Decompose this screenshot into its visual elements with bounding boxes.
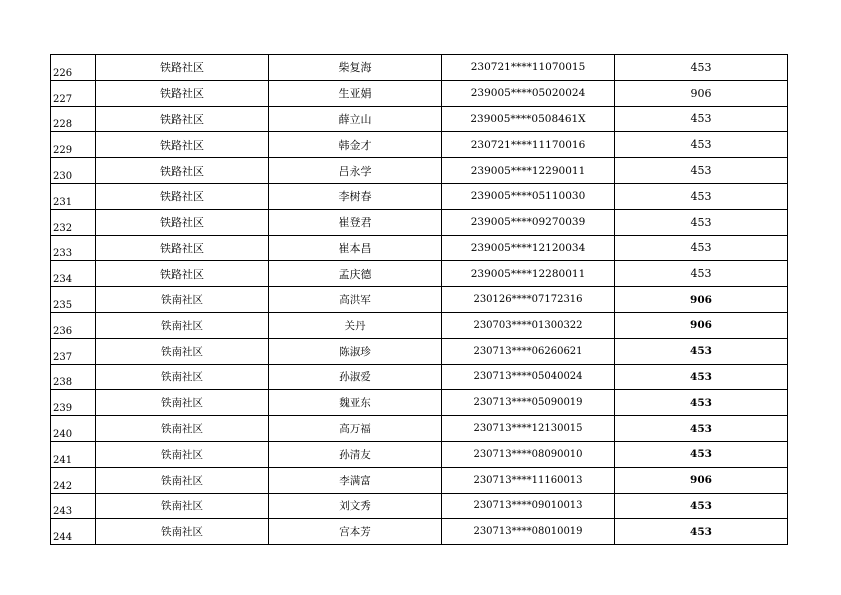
community-cell: 铁南社区 [96,441,269,467]
table-row [51,519,788,545]
name-cell: 韩金才 [269,132,442,158]
id-number-cell: 230713****08090010 [442,441,615,467]
amount-cell: 453 [615,338,788,364]
id-number-cell: 239005****09270039 [442,209,615,235]
table-row [51,287,788,313]
row-number-cell: 228 [51,106,96,132]
row-number-cell: 243 [51,493,96,519]
row-number-cell: 240 [51,416,96,442]
community-cell: 铁南社区 [96,493,269,519]
table-body [51,55,788,545]
community-cell: 铁南社区 [96,364,269,390]
name-cell: 孙清友 [269,441,442,467]
row-number-cell: 230 [51,158,96,184]
name-cell: 关丹 [269,312,442,338]
name-cell: 薛立山 [269,106,442,132]
table-row [51,209,788,235]
table-row [51,493,788,519]
name-cell: 刘文秀 [269,493,442,519]
id-number-cell: 239005****05020024 [442,80,615,106]
id-number-cell: 239005****12280011 [442,261,615,287]
id-number-cell: 230721****11070015 [442,55,615,81]
community-cell: 铁南社区 [96,519,269,545]
row-number-cell: 231 [51,183,96,209]
table-row [51,158,788,184]
name-cell: 魏亚东 [269,390,442,416]
row-number-cell: 229 [51,132,96,158]
id-number-cell: 239005****05110030 [442,183,615,209]
row-number-cell: 226 [51,55,96,81]
name-cell: 生亚娟 [269,80,442,106]
id-number-cell: 230713****11160013 [442,467,615,493]
name-cell: 孟庆德 [269,261,442,287]
table-row [51,467,788,493]
name-cell: 高万福 [269,416,442,442]
name-cell: 崔登君 [269,209,442,235]
amount-cell: 453 [615,519,788,545]
id-number-cell: 230713****06260621 [442,338,615,364]
amount-cell: 453 [615,493,788,519]
row-number-cell: 234 [51,261,96,287]
community-cell: 铁南社区 [96,390,269,416]
community-cell: 铁南社区 [96,338,269,364]
amount-cell: 453 [615,261,788,287]
row-number-cell: 233 [51,235,96,261]
amount-cell: 906 [615,467,788,493]
table-row [51,261,788,287]
id-number-cell: 230713****08010019 [442,519,615,545]
table-row [51,132,788,158]
id-number-cell: 230713****05090019 [442,390,615,416]
data-table [50,54,788,545]
id-number-cell: 230713****05040024 [442,364,615,390]
community-cell: 铁路社区 [96,235,269,261]
name-cell: 柴复海 [269,55,442,81]
table-row [51,183,788,209]
row-number-cell: 236 [51,312,96,338]
amount-cell: 453 [615,416,788,442]
id-number-cell: 230713****12130015 [442,416,615,442]
name-cell: 崔本昌 [269,235,442,261]
row-number-cell: 235 [51,287,96,313]
row-number-cell: 227 [51,80,96,106]
table-row [51,55,788,81]
id-number-cell: 239005****12290011 [442,158,615,184]
name-cell: 李满富 [269,467,442,493]
row-number-cell: 244 [51,519,96,545]
table-row [51,235,788,261]
amount-cell: 906 [615,80,788,106]
table-row [51,441,788,467]
table-row [51,390,788,416]
id-number-cell: 239005****0508461X [442,106,615,132]
community-cell: 铁路社区 [96,80,269,106]
amount-cell: 453 [615,158,788,184]
amount-cell: 453 [615,106,788,132]
community-cell: 铁路社区 [96,55,269,81]
row-number-cell: 242 [51,467,96,493]
name-cell: 孙淑爱 [269,364,442,390]
name-cell: 宫本芳 [269,519,442,545]
table-row [51,312,788,338]
community-cell: 铁路社区 [96,183,269,209]
name-cell: 吕永学 [269,158,442,184]
table-row [51,106,788,132]
row-number-cell: 232 [51,209,96,235]
amount-cell: 453 [615,390,788,416]
amount-cell: 453 [615,183,788,209]
id-number-cell: 230713****09010013 [442,493,615,519]
name-cell: 李树春 [269,183,442,209]
id-number-cell: 230721****11170016 [442,132,615,158]
community-cell: 铁南社区 [96,287,269,313]
amount-cell: 453 [615,364,788,390]
amount-cell: 453 [615,132,788,158]
row-number-cell: 238 [51,364,96,390]
table-row [51,364,788,390]
amount-cell: 906 [615,312,788,338]
name-cell: 高洪军 [269,287,442,313]
row-number-cell: 237 [51,338,96,364]
amount-cell: 453 [615,209,788,235]
amount-cell: 453 [615,55,788,81]
community-cell: 铁路社区 [96,106,269,132]
community-cell: 铁路社区 [96,209,269,235]
community-cell: 铁路社区 [96,261,269,287]
community-cell: 铁路社区 [96,158,269,184]
community-cell: 铁路社区 [96,132,269,158]
table-row [51,416,788,442]
amount-cell: 453 [615,441,788,467]
row-number-cell: 239 [51,390,96,416]
community-cell: 铁南社区 [96,467,269,493]
table-row [51,80,788,106]
amount-cell: 906 [615,287,788,313]
id-number-cell: 230703****01300322 [442,312,615,338]
id-number-cell: 230126****07172316 [442,287,615,313]
amount-cell: 453 [615,235,788,261]
id-number-cell: 239005****12120034 [442,235,615,261]
table-row [51,338,788,364]
community-cell: 铁南社区 [96,416,269,442]
name-cell: 陈淑珍 [269,338,442,364]
row-number-cell: 241 [51,441,96,467]
community-cell: 铁南社区 [96,312,269,338]
